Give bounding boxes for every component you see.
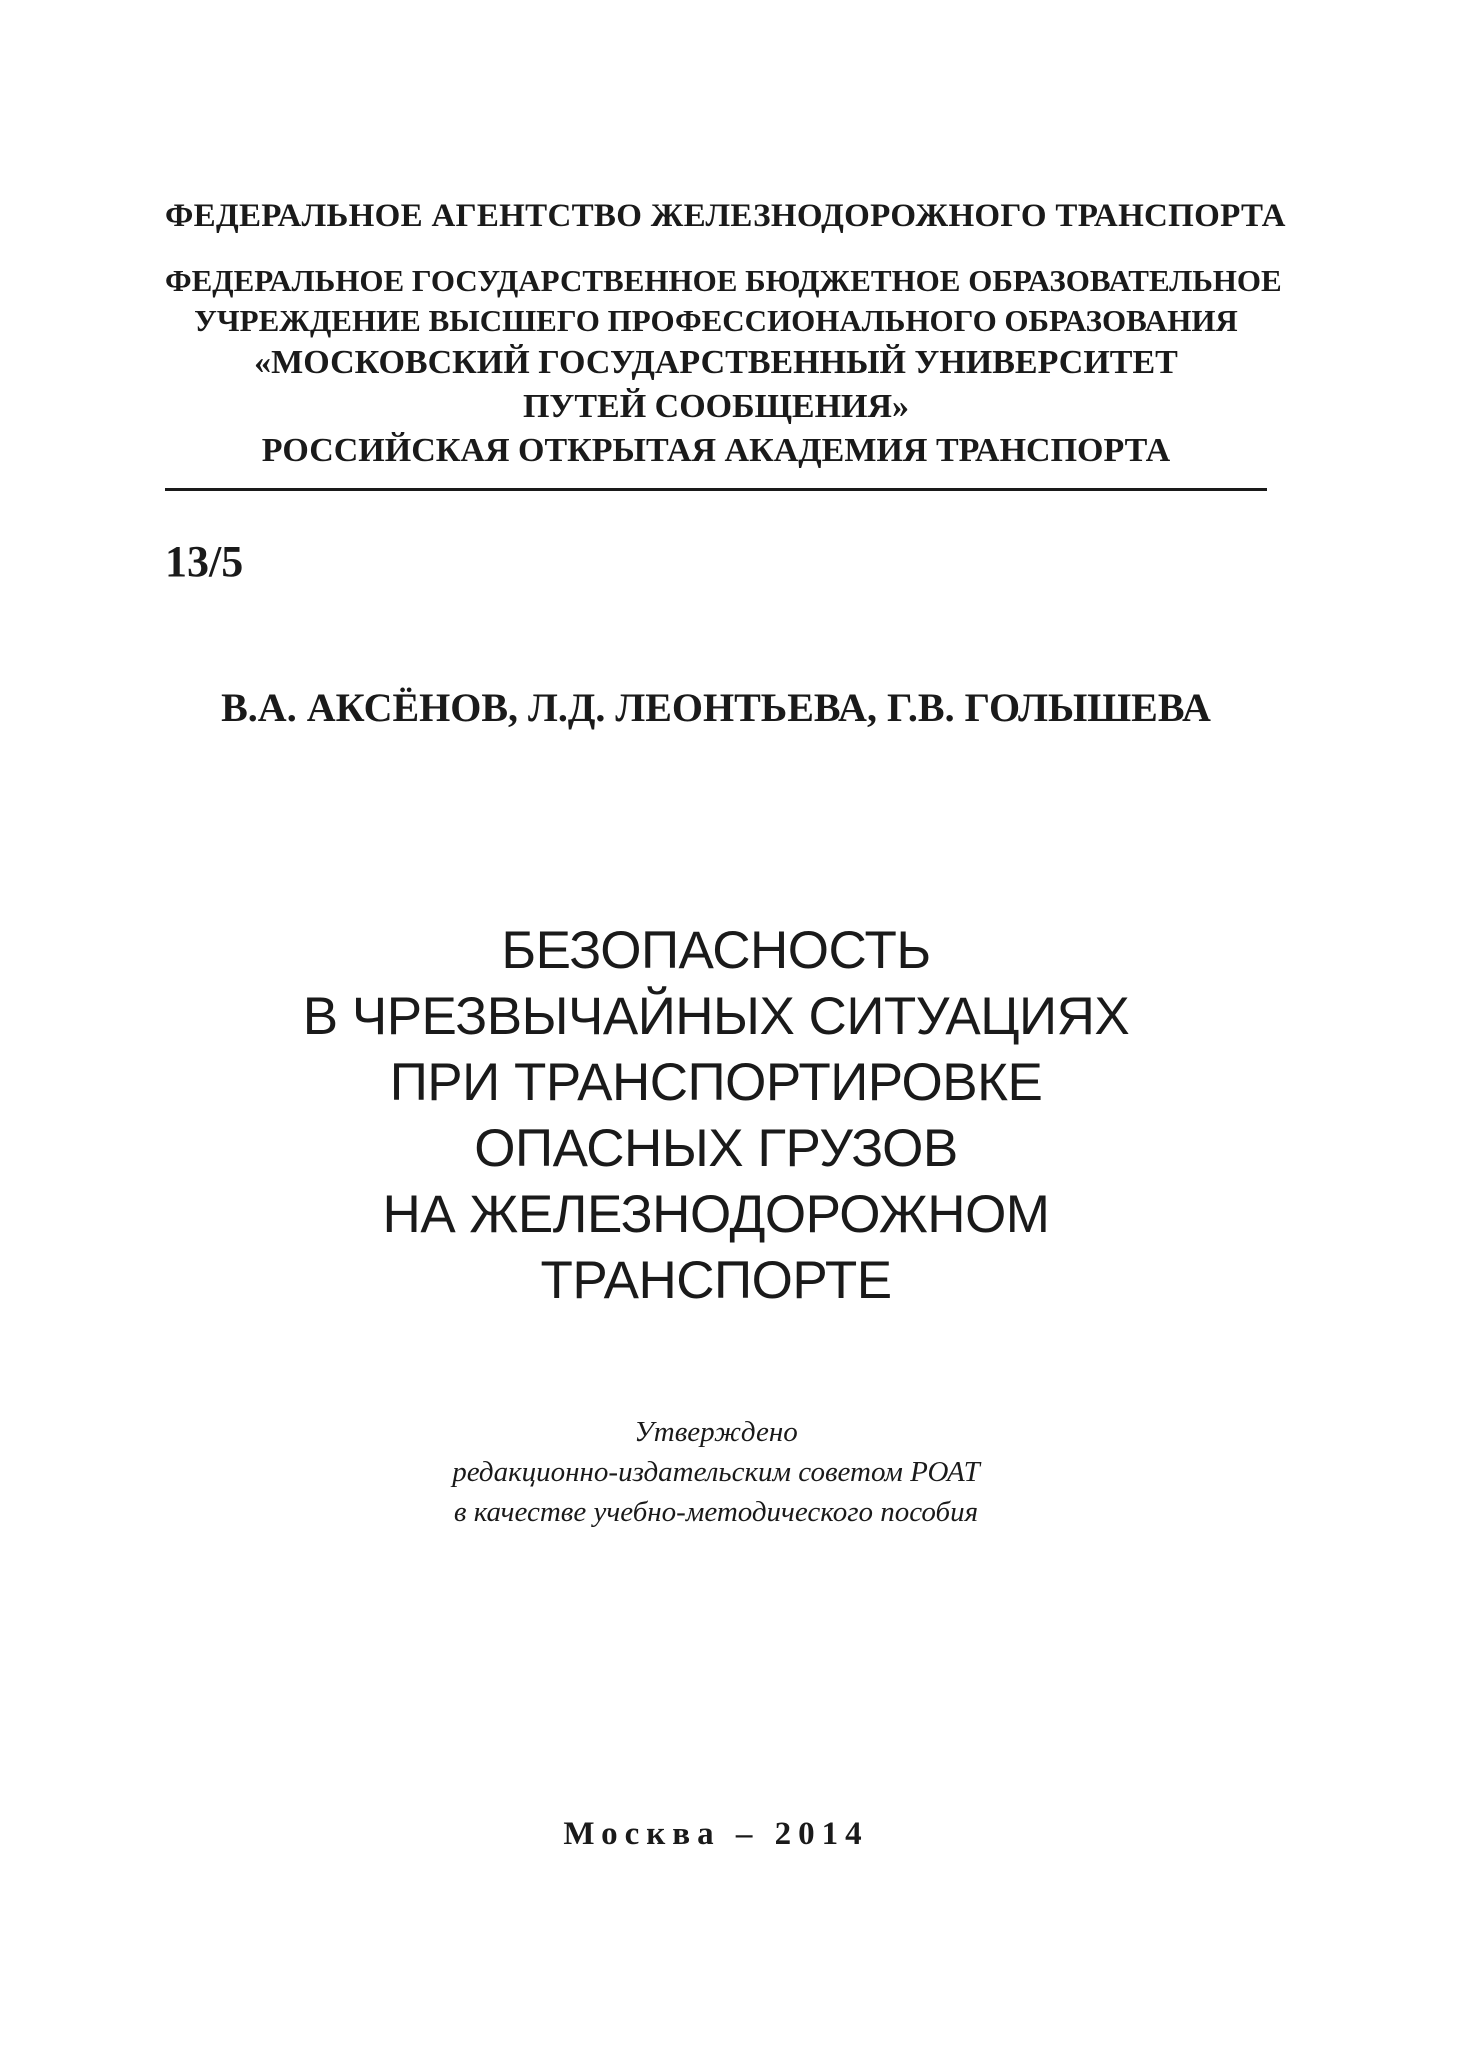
- approval-note: [165, 1412, 1267, 1532]
- title-line: В ЧРЕЗВЫЧАЙНЫХ СИТУАЦИЯХ: [302, 987, 1130, 1046]
- book-title: [165, 918, 1267, 1314]
- city-year: Москва – 2014: [563, 1816, 869, 1852]
- title-line: НА ЖЕЛЕЗНОДОРОЖНОМ: [382, 1185, 1050, 1244]
- institution-line: ПУТЕЙ СООБЩЕНИЯ»: [522, 388, 910, 425]
- institution-line: ФЕДЕРАЛЬНОЕ ГОСУДАРСТВЕННОЕ БЮДЖЕТНОЕ ОБРАЗОВАТЕЛЬНОЕ: [165, 263, 1282, 298]
- title-line: БЕЗОПАСНОСТЬ: [501, 921, 931, 980]
- approval-line: редакционно-издательским советом РОАТ: [452, 1456, 980, 1488]
- institution-line: УЧРЕЖДЕНИЕ ВЫСШЕГО ПРОФЕССИОНАЛЬНОГО ОБРАЗОВАНИЯ: [194, 303, 1238, 338]
- institution-name: [165, 261, 1282, 473]
- title-line: ПРИ ТРАНСПОРТИРОВКЕ: [389, 1053, 1043, 1112]
- agency-name: ФЕДЕРАЛЬНОЕ АГЕНТСТВО ЖЕЛЕЗНОДОРОЖНОГО ТРАНСПОРТА: [165, 198, 1286, 234]
- header-divider: [165, 488, 1267, 491]
- approval-line: в качестве учебно-методического пособия: [453, 1496, 979, 1528]
- institution-line: «МОСКОВСКИЙ ГОСУДАРСТВЕННЫЙ УНИВЕРСИТЕТ: [254, 344, 1178, 381]
- series-number: 13/5: [165, 537, 244, 586]
- institution-line: РОССИЙСКАЯ ОТКРЫТАЯ АКАДЕМИЯ ТРАНСПОРТА: [261, 432, 1171, 469]
- title-line: ОПАСНЫХ ГРУЗОВ: [474, 1119, 958, 1178]
- approval-line: Утверждено: [634, 1416, 798, 1448]
- authors: В.А. АКСЁНОВ, Л.Д. ЛЕОНТЬЕВА, Г.В. ГОЛЫШЕВА: [221, 685, 1211, 730]
- title-line: ТРАНСПОРТЕ: [540, 1251, 892, 1310]
